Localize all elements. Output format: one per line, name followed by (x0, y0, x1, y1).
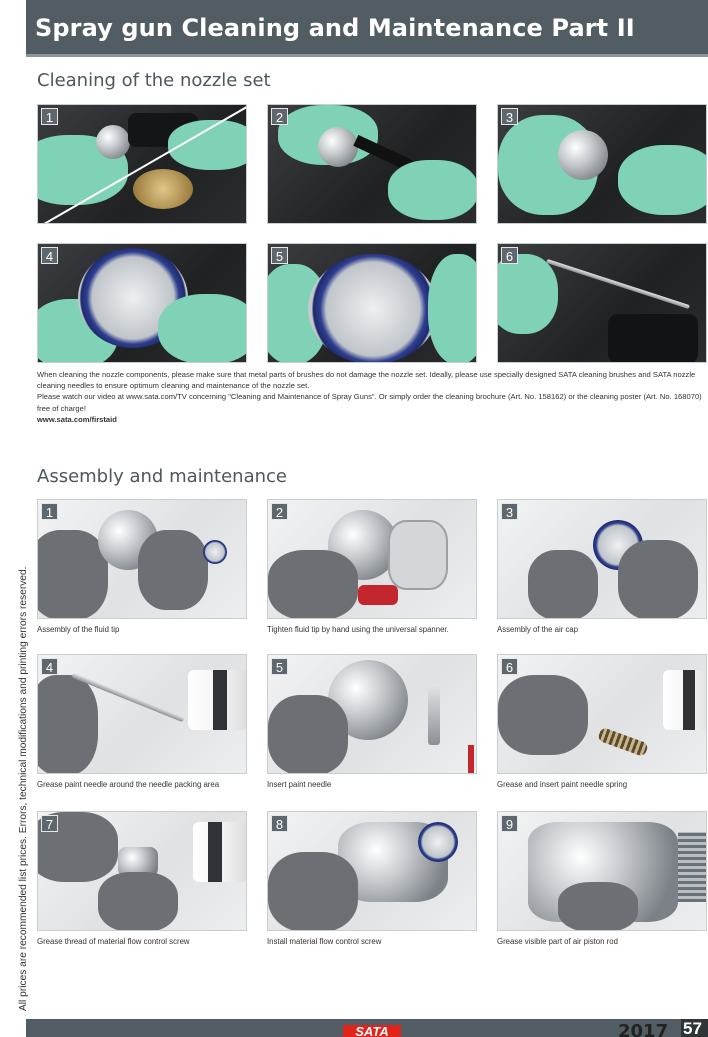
assembly-caption-7: Grease thread of material flow control screw (37, 937, 190, 946)
assembly-photo-8 (267, 811, 477, 931)
glove-image (138, 530, 208, 610)
cleaning-text (37, 369, 705, 425)
step-number: 2 (271, 503, 288, 520)
fluid-tip-image (133, 169, 193, 209)
assembly-caption-3: Assembly of the air cap (497, 625, 579, 634)
needle-image (546, 259, 690, 309)
assembly-caption-1: Assembly of the fluid tip (37, 625, 120, 634)
step-number: 4 (41, 658, 58, 675)
glove-image (558, 882, 638, 931)
glove-image (428, 254, 477, 363)
knurled-knob-image (678, 832, 707, 902)
nozzle-image (318, 127, 358, 167)
glove-image (268, 695, 348, 774)
step-number: 7 (41, 815, 58, 832)
glove-image (618, 145, 707, 215)
glove-image (388, 160, 477, 220)
step-number: 6 (501, 247, 518, 264)
grease-tube-band (208, 822, 222, 882)
cleaning-section-title: Cleaning of the nozzle set (37, 70, 271, 91)
assembly-photo-4 (37, 654, 247, 774)
gun-head-image (418, 822, 458, 862)
step-number: 3 (501, 108, 518, 125)
assembly-photo-9 (497, 811, 707, 931)
step-number: 9 (501, 815, 518, 832)
cleaning-paragraph-1: When cleaning the nozzle components, please make sure that metal parts of brushes do not damage the nozzle set. Ideally, please use specially designed SATA cleaning brushes and SATA nozzle cleaning needles to ensure optimum cleaning and maintenance of the nozzle set. (37, 370, 696, 391)
assembly-photo-5 (267, 654, 477, 774)
spanner-image (388, 520, 448, 590)
spring-image (597, 727, 649, 757)
step-number: 4 (41, 247, 58, 264)
assembly-caption-9: Grease visible part of air piston rod (497, 937, 618, 946)
firstaid-link[interactable]: www.sata.com/firstaid (37, 414, 117, 424)
grease-tube-band (683, 670, 695, 730)
glove-image (618, 540, 698, 619)
glove-image (528, 550, 598, 619)
assembly-photo-2 (267, 499, 477, 619)
sidebar-note-container (10, 566, 29, 1022)
page-number: 57 (681, 1019, 708, 1037)
nozzle-image (96, 125, 130, 159)
glove-image (497, 254, 558, 334)
assembly-section-title: Assembly and maintenance (37, 466, 287, 487)
cleaning-paragraph-2: Please watch our video at www.sata.com/TV concerning "Cleaning and Maintenance of Spray Guns". Or simply order the cleaning brochure (Art. No. 158162) or the cleaning poster (Art. No. 168070) free of charge! (37, 392, 702, 413)
assembly-photo-7 (37, 811, 247, 931)
sidebar-note: All prices are recommended list prices. Errors, technical modifications and printing errors reserved. (18, 566, 29, 1011)
glove-image (268, 852, 358, 931)
step-number: 6 (501, 658, 518, 675)
gun-head-image (308, 254, 438, 363)
step-number: 3 (501, 503, 518, 520)
cleaning-photo-3 (497, 104, 707, 224)
air-cap-image (558, 130, 608, 180)
step-number: 5 (271, 247, 288, 264)
assembly-photo-6 (497, 654, 707, 774)
step-number: 8 (271, 815, 288, 832)
page-header (26, 0, 708, 57)
assembly-caption-8: Install material flow control screw (267, 937, 382, 946)
assembly-photo-1 (37, 499, 247, 619)
cleaning-photo-5 (267, 243, 477, 363)
cleaning-photo-2 (267, 104, 477, 224)
page-title: Spray gun Cleaning and Maintenance Part II (35, 14, 635, 42)
step-number: 1 (41, 503, 58, 520)
assembly-caption-4: Grease paint needle around the needle packing area (37, 780, 220, 789)
assembly-caption-5: Insert paint needle (267, 780, 332, 789)
screw-image (428, 685, 440, 745)
grease-tube-band (213, 670, 227, 730)
glove-image (98, 872, 178, 931)
assembly-photo-3 (497, 499, 707, 619)
assembly-caption-6: Grease and insert paint needle spring (497, 780, 628, 789)
glove-image (268, 550, 358, 619)
cleaning-photo-1 (37, 104, 247, 224)
cleaning-photo-4 (37, 243, 247, 363)
brush-image (608, 314, 698, 363)
cleaning-photo-6 (497, 243, 707, 363)
sata-logo: SATA (343, 1025, 401, 1037)
part-image (203, 540, 227, 564)
handle-image (468, 745, 474, 774)
glove-image (158, 294, 247, 363)
glove-image (37, 675, 98, 774)
catalog-year: 2017 (618, 1021, 669, 1037)
page-footer (26, 1019, 708, 1037)
glove-image (498, 675, 588, 755)
step-number: 2 (271, 108, 288, 125)
step-number: 5 (271, 658, 288, 675)
handle-image (358, 585, 398, 605)
assembly-caption-2: Tighten fluid tip by hand using the universal spanner. (267, 625, 449, 634)
step-number: 1 (41, 108, 58, 125)
